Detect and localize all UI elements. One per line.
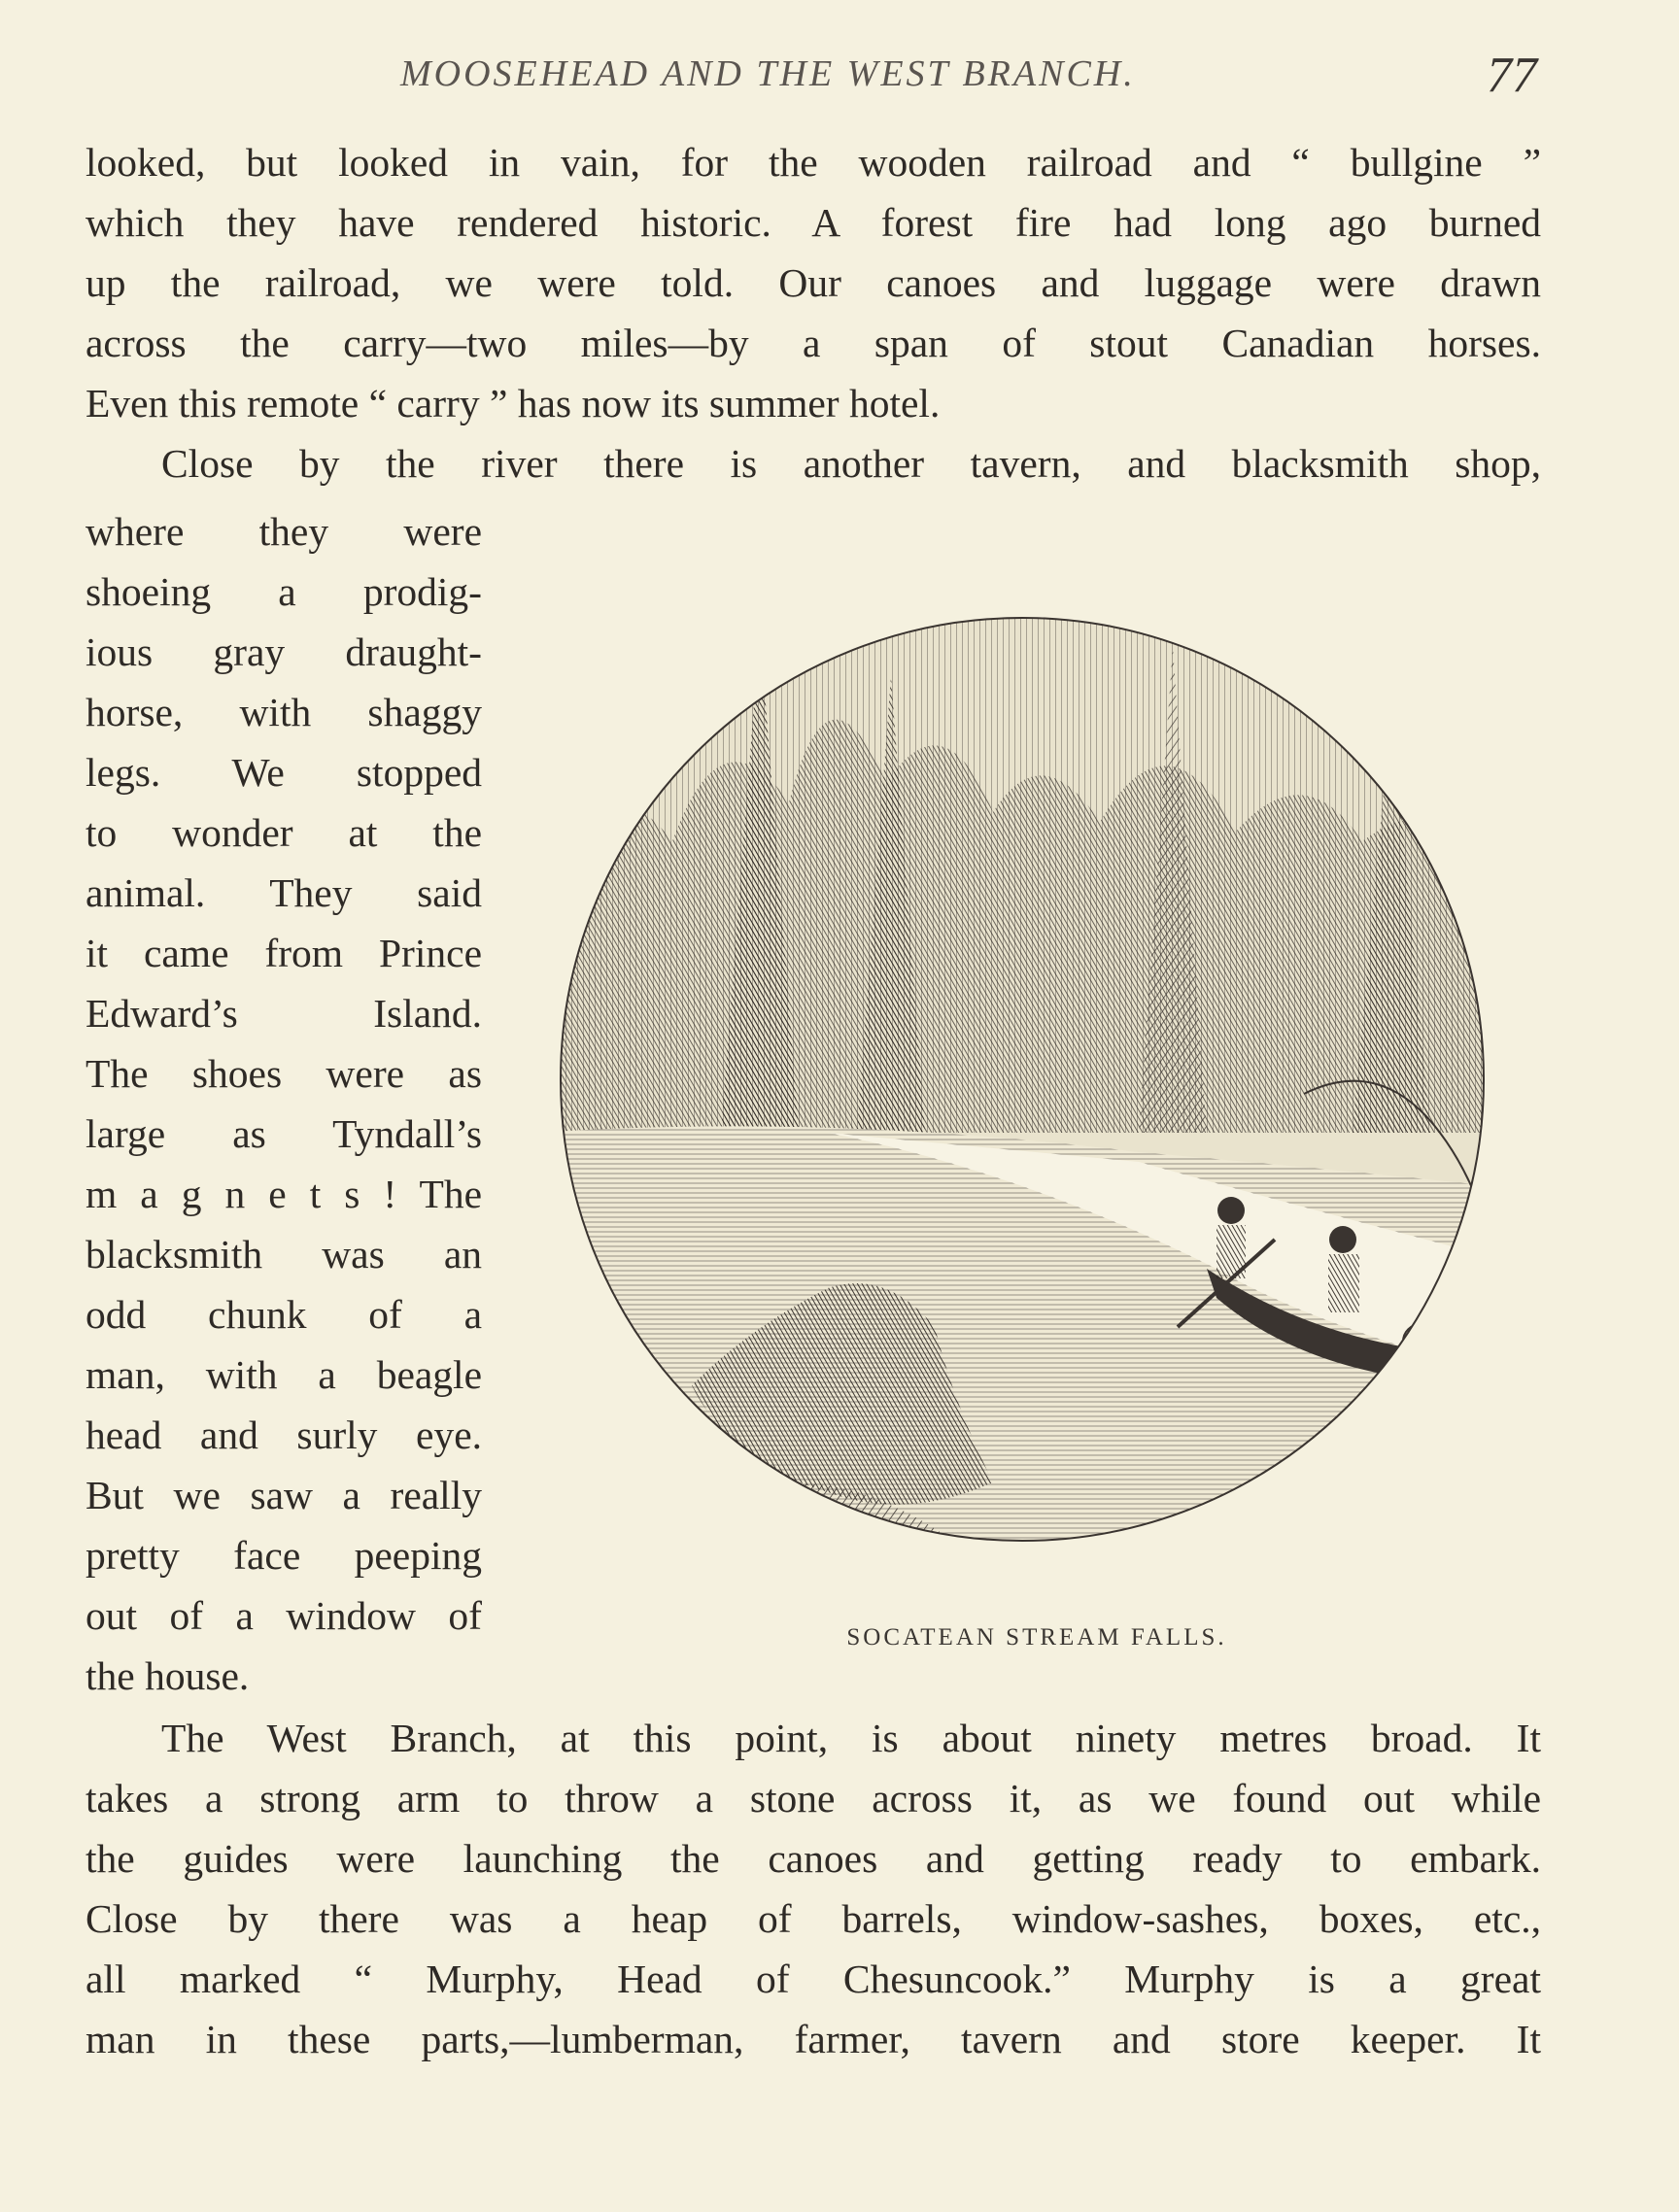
text-line: takes a strong arm to throw a stone across it, as we found out while — [86, 1776, 1541, 1821]
text-line: blacksmith was an — [86, 1232, 482, 1276]
paragraph-2-first-line — [86, 433, 1541, 493]
text-line: across the carry—two miles—by a span of stout Canadian horses. — [86, 321, 1541, 365]
text-line: out of a window of — [86, 1593, 482, 1638]
text-line: man, with a beagle — [86, 1352, 482, 1397]
text-line: it came from Prince — [86, 931, 482, 975]
text-line: which they have rendered historic. A forest fire had long ago burned — [86, 200, 1541, 245]
paragraph-3 — [86, 1708, 1541, 2069]
text-line: pretty face peeping — [86, 1533, 482, 1578]
text-line: to wonder at the — [86, 810, 482, 855]
text-line: legs. We stopped — [86, 750, 482, 795]
engraving-illustration-icon — [536, 589, 1537, 1580]
text-line: animal. They said — [86, 870, 482, 915]
text-line: m a g n e t s ! The — [86, 1172, 482, 1216]
text-line: ious gray draught- — [86, 630, 482, 674]
text-line: all marked “ Murphy, Head of Chesuncook.” Murphy is a great — [86, 1957, 1541, 2001]
text-line: the guides were launching the canoes and getting ready to embark. — [86, 1836, 1541, 1881]
text-line: The shoes were as — [86, 1051, 482, 1096]
socatean-falls-engraving — [536, 589, 1537, 1580]
text-line: Edward’s Island. — [86, 991, 482, 1036]
text-line: large as Tyndall’s — [86, 1111, 482, 1156]
text-line: Close by there was a heap of barrels, window-sashes, boxes, etc., — [86, 1896, 1541, 1941]
text-line: man in these parts,—lumberman, farmer, tavern and store keeper. It — [86, 2017, 1541, 2061]
running-head: MOOSEHEAD AND THE WEST BRANCH. — [400, 53, 1136, 94]
text-line: odd chunk of a — [86, 1292, 482, 1337]
paragraph-1 — [86, 132, 1541, 433]
text-line: Even this remote “ carry ” has now its summer hotel. — [86, 381, 941, 425]
text-line: horse, with shaggy — [86, 690, 482, 734]
text-line: the house. — [86, 1653, 250, 1698]
text-line: The West Branch, at this point, is about ninety metres broad. It — [161, 1716, 1541, 1760]
paragraph-2-narrow-column — [86, 501, 482, 1706]
text-line: up the railroad, we were told. Our canoes and luggage were drawn — [86, 260, 1541, 305]
text-line: head and surly eye. — [86, 1412, 482, 1457]
text-line: shoeing a prodig- — [86, 569, 482, 614]
page-header — [0, 47, 1679, 105]
text-line: looked, but looked in vain, for the wooden railroad and “ bullgine ” — [86, 140, 1541, 185]
page-number: 77 — [1487, 48, 1537, 103]
text-line: Close by the river there is another tavern, and blacksmith shop, — [161, 441, 1541, 486]
text-line: where they were — [86, 509, 482, 554]
text-line: But we saw a really — [86, 1473, 482, 1517]
figure-caption: SOCATEAN STREAM FALLS. — [846, 1624, 1227, 1650]
